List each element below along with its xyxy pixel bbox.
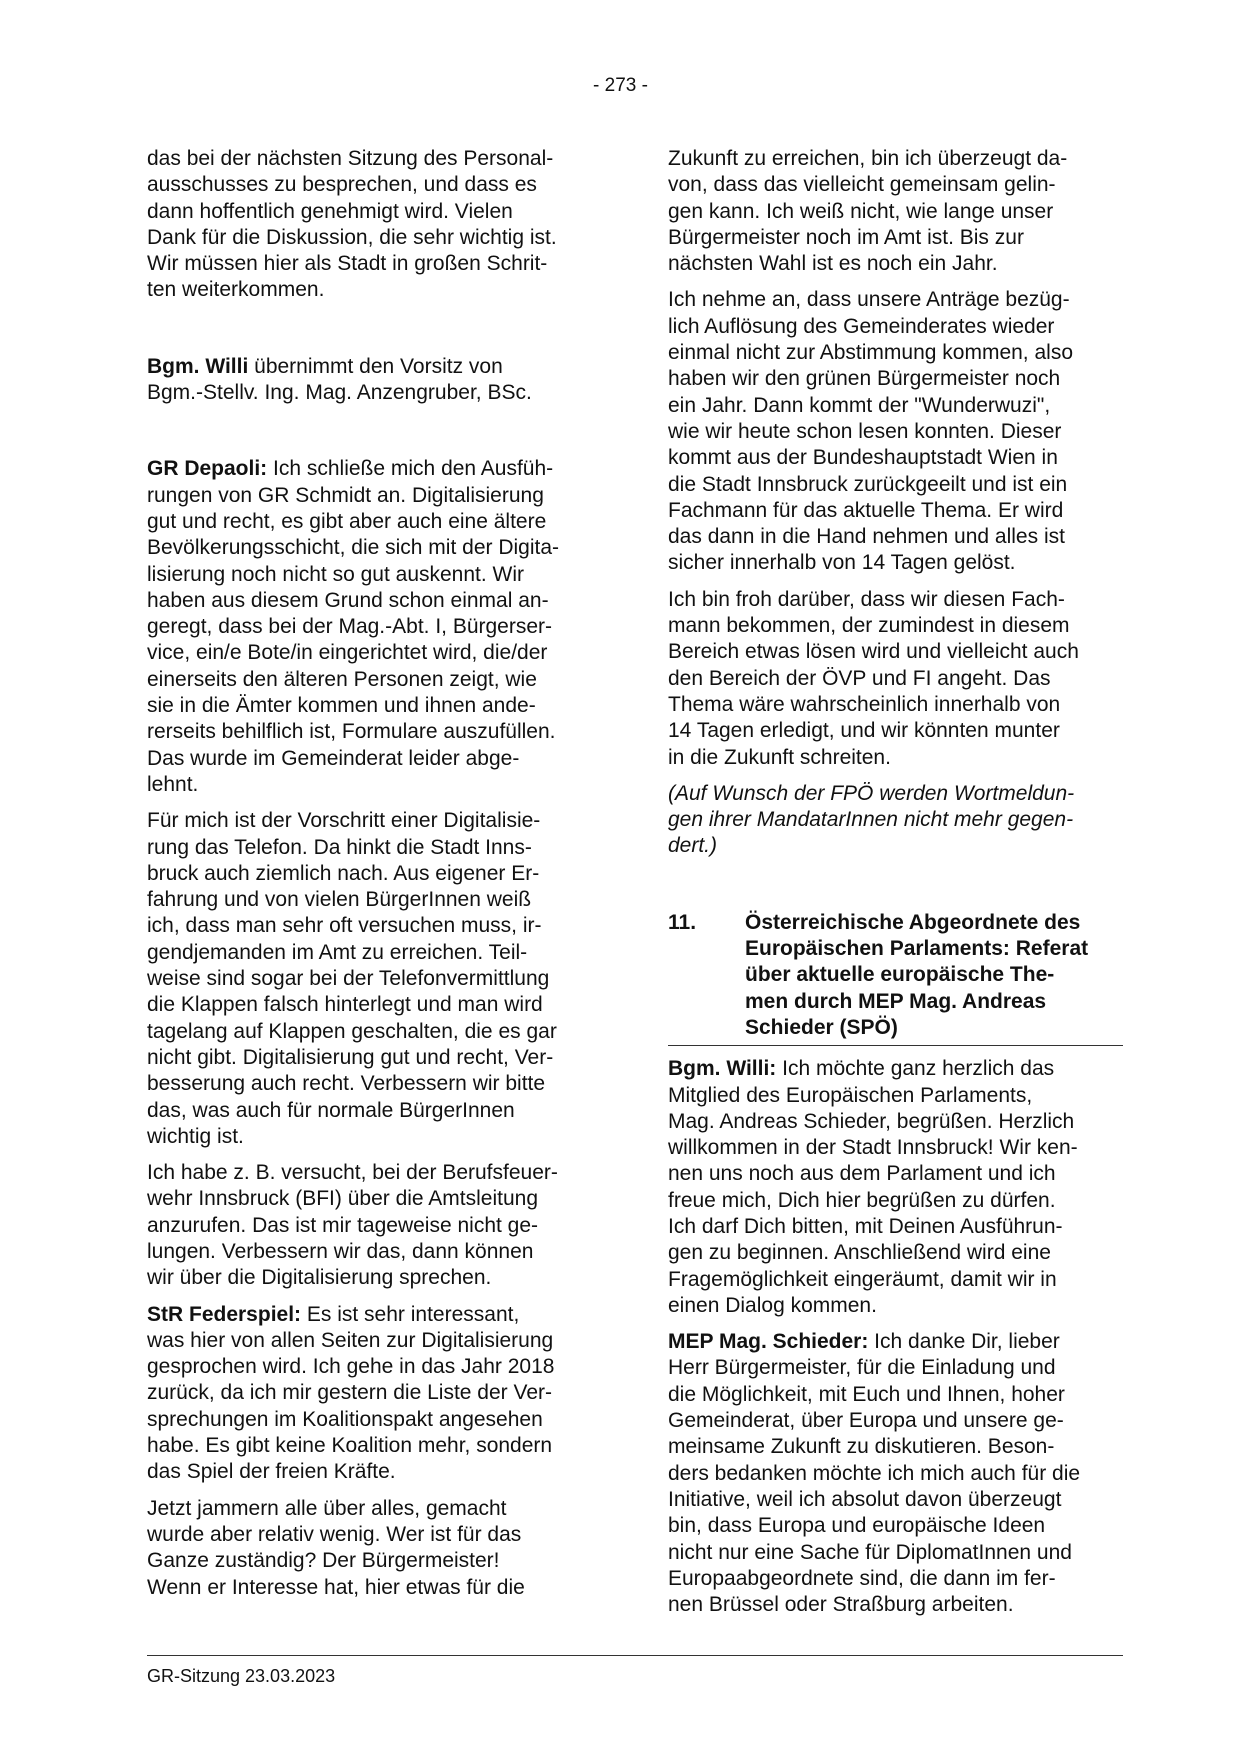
left-column [147,146,602,1611]
paragraph: Für mich ist der Vorschritt einer Digitalisie- rung das Telefon. Da hinkt die Stadt Inns- bruck auch ziemlich nach. Aus eigener Er- fahrung und von vielen BürgerInnen weiß ich, dass man sehr oft versuchen muss, ir- gendjemanden im Amt zu erreichen. Teil- weise sind sogar bei der Telefonvermittlung die Klappen falsch hinterlegt und man wird tagelang auf Klappen geschalten, die es gar nicht gibt. Digitalisierung gut und recht, Ver- besserung auch recht. Verbessern wir bitte das, was auch für normale BürgerInnen wichtig ist. [147,809,557,1148]
speaker-name: StR Federspiel: [147,1302,302,1326]
paragraph-text: Es ist sehr interessant, was hier von allen Seiten zur Digitalisierung gesprochen wird. Ich gehe in das Jahr 2018 zurück, da ich mir gestern die Liste der Ver- sprechungen im Koalitionspakt angesehen habe. Es gibt keine Koalition mehr, sondern das Spiel der freien Kräfte. [147,1302,555,1484]
speaker-name: Bgm. Willi [147,354,249,378]
speaker-name: MEP Mag. Schieder: [668,1330,869,1354]
chair-change-note [147,354,602,407]
agenda-title: Österreichische Abgeordnete des Europäischen Parlaments: Referat über aktuelle europäische The- men durch MEP Mag. Andreas Schieder (SPÖ) [745,910,1089,1039]
footer-divider [147,1655,1123,1656]
speech-federspiel [147,1302,602,1486]
footer-session-date: GR-Sitzung 23.03.2023 [147,1666,336,1686]
speech-depaoli [147,456,602,798]
paragraph: Ich bin froh darüber, dass wir diesen Fach- mann bekommen, der zumindest in diesem Bereich etwas lösen wird und vielleicht auch den Bereich der ÖVP und FI angeht. Das Thema wäre wahrscheinlich innerhalb von 14 Tagen erledigt, und wir könnten munter in die Zukunft schreiten. [668,587,1079,769]
paragraph: Ich nehme an, dass unsere Anträge bezüg- lich Auflösung des Gemeinderates wieder einmal nicht zur Abstimmung kommen, also haben wir den grünen Bürgermeister noch ein Jahr. Dann kommt der "Wunderwuzi", wie wir heute schon lesen konnten. Dieser kommt aus der Bundeshauptstadt Wien in die Stadt Innsbruck zurückgeeilt und ist ein Fachmann für das aktuelle Thema. Er wird das dann in die Hand nehmen und alles ist sicher innerhalb von 14 Tagen gelöst. [668,288,1073,575]
paragraph: Zukunft zu erreichen, bin ich überzeugt da- von, dass das vielleicht gemeinsam gelin- gen kann. Ich weiß nicht, wie lange unser Bürgermeister noch im Amt ist. Bis zur nächsten Wahl ist es noch ein Jahr. [668,147,1068,276]
paragraph-text: Ich möchte ganz herzlich das Mitglied des Europäischen Parlaments, Mag. Andreas Schieder, begrüßen. Herzlich willkommen in der Stadt Innsbruck! Wir ken- nen uns noch aus dem Parlament und ich freue mich, Dich hier begrüßen zu dürfen. Ich darf Dich bitten, mit Deinen Ausführun- gen zu beginnen. Anschließend wird eine Fragemöglichkeit eingeräumt, damit wir in einen Dialog kommen. [668,1057,1078,1317]
paragraph: Ich habe z. B. versucht, bei der Berufsfeuer- wehr Innsbruck (BFI) über die Amtsleitung anzurufen. Das ist mir tageweise nicht ge- lungen. Verbessern wir das, dann können wir über die Digitalisierung sprechen. [147,1161,558,1290]
speech-willi [668,1056,1123,1319]
speaker-name: Bgm. Willi: [668,1057,777,1081]
paragraph: Jetzt jammern alle über alles, gemacht wurde aber relativ wenig. Wer ist für das Ganze zuständig? Der Bürgermeister! Wenn er Interesse hat, hier etwas für die [147,1496,525,1599]
speaker-name: GR Depaoli: [147,457,268,481]
speech-schieder [668,1329,1123,1618]
paragraph-text: übernimmt den Vorsitz von Bgm.-Stellv. Ing. Mag. Anzengruber, BSc. [147,354,532,405]
paragraph: das bei der nächsten Sitzung des Personal- ausschusses zu besprechen, und dass es dann hoffentlich genehmigt wird. Vielen Dank für die Diskussion, die sehr wichtig ist. Wir müssen hier als Stadt in großen Schrit- ten weiterkommen. [147,147,557,302]
paragraph-text: Ich danke Dir, lieber Herr Bürgermeister, für die Einladung und die Möglichkeit, mit Euch und Ihnen, hoher Gemeinderat, über Europa und unsere ge- meinsame Zukunft zu diskutieren. Beson- ders bedanken möchte ich mich auch für die Initiative, weil ich absolut davon überzeugt bin, dass Europa und europäische Ideen nicht nur eine Sache für DiplomatInnen und Europaabgeordnete sind, die dann im fer- nen Brüssel oder Straßburg arbeiten. [668,1330,1081,1617]
right-column [668,146,1123,1628]
page-number: - 273 - [593,75,648,96]
editorial-note: (Auf Wunsch der FPÖ werden Wortmeldun- gen ihrer MandatarInnen nicht mehr gegen- dert.) [668,781,1075,858]
agenda-number: 11. [668,910,697,934]
paragraph-text: Ich schließe mich den Ausfüh- rungen von GR Schmidt an. Digitalisierung gut und recht, es gibt aber auch eine ältere Bevölkerungsschicht, die sich mit der Digita- lisierung noch nicht so gut auskennt. Wir haben aus diesem Grund schon einmal an- geregt, dass bei der Mag.-Abt. I, Bürgerser- vice, ein/e Bote/in eingerichtet wird, die/der einerseits den älteren Personen zeigt, wie sie in die Ämter kommen und ihnen ande- rerseits behilflich ist, Formulare auszufüllen. Das wurde im Gemeinderat leider abge- lehnt. [147,457,560,796]
agenda-item-heading [668,910,1123,1046]
